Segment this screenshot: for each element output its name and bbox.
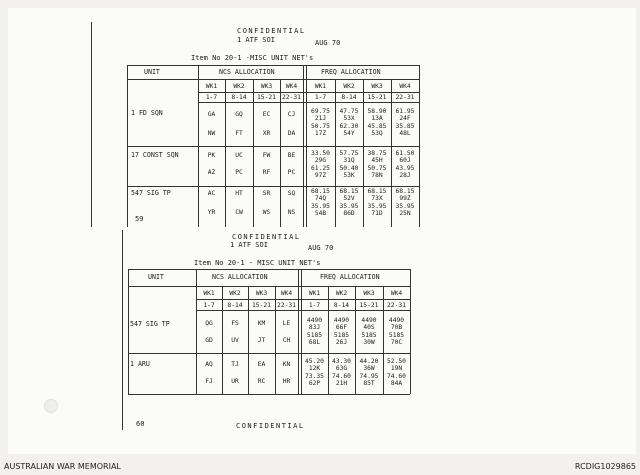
ncs-cell: SR — [262, 190, 271, 197]
doc1-days-header: 8-14 — [341, 94, 357, 101]
ncs-cell: YR — [207, 209, 216, 216]
doc2-subheader: 1 ATF SOI — [230, 241, 268, 249]
doc1-unit-547-sig-tp: 547 SIG TP — [131, 189, 171, 197]
ncs-cell: HT — [235, 190, 243, 197]
doc1-wk-header: WK2 — [343, 83, 355, 90]
freq-cell: 61.50 60J 43.95 28J — [395, 150, 415, 180]
ncs-cell: NW — [207, 130, 216, 137]
ncs-cell: FS — [231, 320, 239, 327]
doc2-wk-header: WK4 — [280, 290, 293, 297]
ncs-cell: SQ — [287, 190, 296, 197]
ncs-cell: WS — [262, 209, 271, 216]
doc1-days-header: 15-21 — [257, 94, 276, 101]
doc1-wk-header: WK1 — [205, 83, 218, 90]
doc2-wk-header: WK1 — [308, 290, 321, 297]
doc1-wk-header: WK3 — [260, 83, 273, 90]
doc2-days-header: 22-31 — [387, 302, 406, 309]
ncs-cell: PC — [287, 169, 296, 176]
ncs-cell: FT — [235, 130, 243, 137]
freq-cell: 69.75 21J 50.75 17Z — [311, 108, 330, 138]
doc-page-60 — [122, 230, 418, 430]
doc2-col-ncs: NCS ALLOCATION — [212, 273, 268, 281]
punch-hole — [44, 399, 58, 413]
doc1-col-ncs: NCS ALLOCATION — [219, 68, 275, 76]
archive-id: RCDIG1029865 — [574, 462, 636, 471]
freq-cell: 4490 66F 5185 26J — [333, 317, 350, 347]
ncs-cell: CJ — [287, 111, 296, 118]
ncs-cell: KM — [257, 320, 266, 327]
freq-cell: 68.15 99Z 35.95 25N — [395, 188, 415, 218]
ncs-cell: UR — [231, 378, 239, 385]
doc1-days-header: 1-7 — [205, 94, 218, 101]
ncs-cell: DA — [287, 130, 296, 137]
ncs-cell: FJ — [205, 378, 213, 385]
doc2-unit-1-aru: 1 ARU — [130, 360, 150, 368]
doc1-left-rule — [91, 22, 92, 227]
doc2-days-header: 15-21 — [359, 302, 379, 309]
ncs-cell: KN — [282, 361, 291, 368]
doc1-unit-1fd-sqn: 1 FD SQN — [131, 109, 163, 117]
doc2-wk-header: WK3 — [363, 290, 375, 297]
doc2-days-header: 1-7 — [308, 302, 321, 309]
doc1-wk-header: WK4 — [399, 83, 411, 90]
archive-footer — [0, 457, 640, 475]
doc2-header: CONFIDENTIAL — [232, 233, 301, 241]
freq-cell: 47.75 53X 62.30 54Y — [339, 108, 359, 138]
freq-cell: 52.50 19N 74.60 84A — [387, 358, 406, 388]
ncs-cell: UC — [235, 152, 243, 159]
ncs-cell: PK — [207, 152, 216, 159]
doc1-days-header: 8-14 — [231, 94, 247, 101]
doc2-col-freq: FREQ ALLOCATION — [320, 273, 380, 281]
doc1-col-freq: FREQ ALLOCATION — [321, 68, 381, 76]
doc2-days-header: 22-31 — [277, 302, 296, 309]
ncs-cell: NS — [287, 209, 296, 216]
doc2-wk-header: WK3 — [255, 290, 268, 297]
doc2-days-header: 8-14 — [333, 302, 350, 309]
freq-cell: 43.30 63G 74.60 21H — [332, 358, 351, 388]
doc2-item-title: Item No 20-1 - MISC UNIT NET's — [194, 259, 321, 267]
ncs-cell: CW — [235, 209, 243, 216]
doc2-col-unit: UNIT — [148, 273, 164, 281]
doc1-subheader: 1 ATF SOI — [237, 36, 275, 44]
doc1-days-header: 22-31 — [395, 94, 415, 101]
doc1-date: AUG 70 — [315, 39, 341, 47]
doc2-wk-header: WK2 — [229, 290, 241, 297]
doc1-header: CONFIDENTIAL — [237, 27, 306, 35]
ncs-cell: CH — [282, 337, 291, 344]
ncs-cell: JT — [257, 337, 266, 344]
doc2-footer-confidential: CONFIDENTIAL — [236, 422, 305, 430]
doc1-wk-header: WK1 — [314, 83, 327, 90]
freq-cell: 44.20 36W 74.95 85T — [359, 358, 379, 388]
doc2-days-header: 8-14 — [227, 302, 243, 309]
doc2-days-header: 15-21 — [252, 302, 271, 309]
doc1-page-number: 59 — [135, 215, 144, 223]
ncs-cell: GD — [205, 337, 213, 344]
ncs-cell: LE — [282, 320, 291, 327]
freq-cell: 61.95 24F 35.85 48L — [395, 108, 415, 138]
freq-cell: 4490 70B 5185 70C — [388, 317, 405, 347]
ncs-cell: GA — [207, 111, 216, 118]
freq-cell: 58.90 13A 45.85 53Q — [367, 108, 387, 138]
doc2-left-rule — [122, 230, 123, 430]
doc1-wk-header: WK3 — [371, 83, 383, 90]
doc1-item-title: Item No 20-1 -MISC UNIT NET's — [191, 54, 314, 62]
freq-cell: 68.15 74Q 35.95 54B — [311, 188, 330, 218]
ncs-cell: QG — [205, 320, 213, 327]
doc1-days-header: 22-31 — [282, 94, 301, 101]
doc2-days-header: 1-7 — [203, 302, 215, 309]
doc1-wk-header: WK4 — [285, 83, 298, 90]
doc-page-59 — [91, 22, 421, 227]
ncs-cell: EC — [262, 111, 271, 118]
doc2-wk-header: WK2 — [335, 290, 348, 297]
ncs-cell: AZ — [207, 169, 216, 176]
ncs-cell: TJ — [231, 361, 239, 368]
freq-cell: 68.15 52V 35.95 86D — [339, 188, 359, 218]
ncs-cell: AC — [207, 190, 216, 197]
ncs-cell: UV — [231, 337, 239, 344]
ncs-cell: HR — [282, 378, 291, 385]
freq-cell: 33.50 29G 61.25 97Z — [311, 150, 330, 180]
doc2-wk-header: WK4 — [390, 290, 403, 297]
doc1-days-header: 1-7 — [314, 94, 327, 101]
doc1-wk-header: WK2 — [233, 83, 245, 90]
ncs-cell: EA — [257, 361, 266, 368]
ncs-cell: XR — [262, 130, 271, 137]
doc1-days-header: 15-21 — [367, 94, 387, 101]
ncs-cell: RF — [262, 169, 271, 176]
doc2-unit-547-sig-tp: 547 SIG TP — [130, 320, 170, 328]
ncs-cell: AQ — [205, 361, 213, 368]
ncs-cell: BE — [287, 152, 296, 159]
freq-cell: 4490 40S 5185 30W — [361, 317, 377, 347]
doc1-col-unit: UNIT — [144, 68, 160, 76]
freq-cell: 57.75 31Q 50.40 53K — [339, 150, 359, 180]
archive-name: AUSTRALIAN WAR MEMORIAL — [4, 462, 121, 471]
doc1-unit-17-const-sqn: 17 CONST SQN — [131, 151, 179, 159]
doc2-page-number: 60 — [136, 420, 145, 428]
ncs-cell: GQ — [235, 111, 243, 118]
freq-cell: 4490 83J 5185 68L — [306, 317, 323, 347]
ncs-cell: RC — [257, 378, 266, 385]
freq-cell: 68.15 73X 35.95 71D — [367, 188, 387, 218]
freq-cell: 38.75 45H 50.75 78N — [367, 150, 387, 180]
freq-cell: 45.20 12K 73.35 62P — [305, 358, 324, 388]
doc2-wk-header: WK1 — [203, 290, 215, 297]
doc2-date: AUG 70 — [308, 244, 334, 252]
ncs-cell: FW — [262, 152, 271, 159]
ncs-cell: PC — [235, 169, 243, 176]
